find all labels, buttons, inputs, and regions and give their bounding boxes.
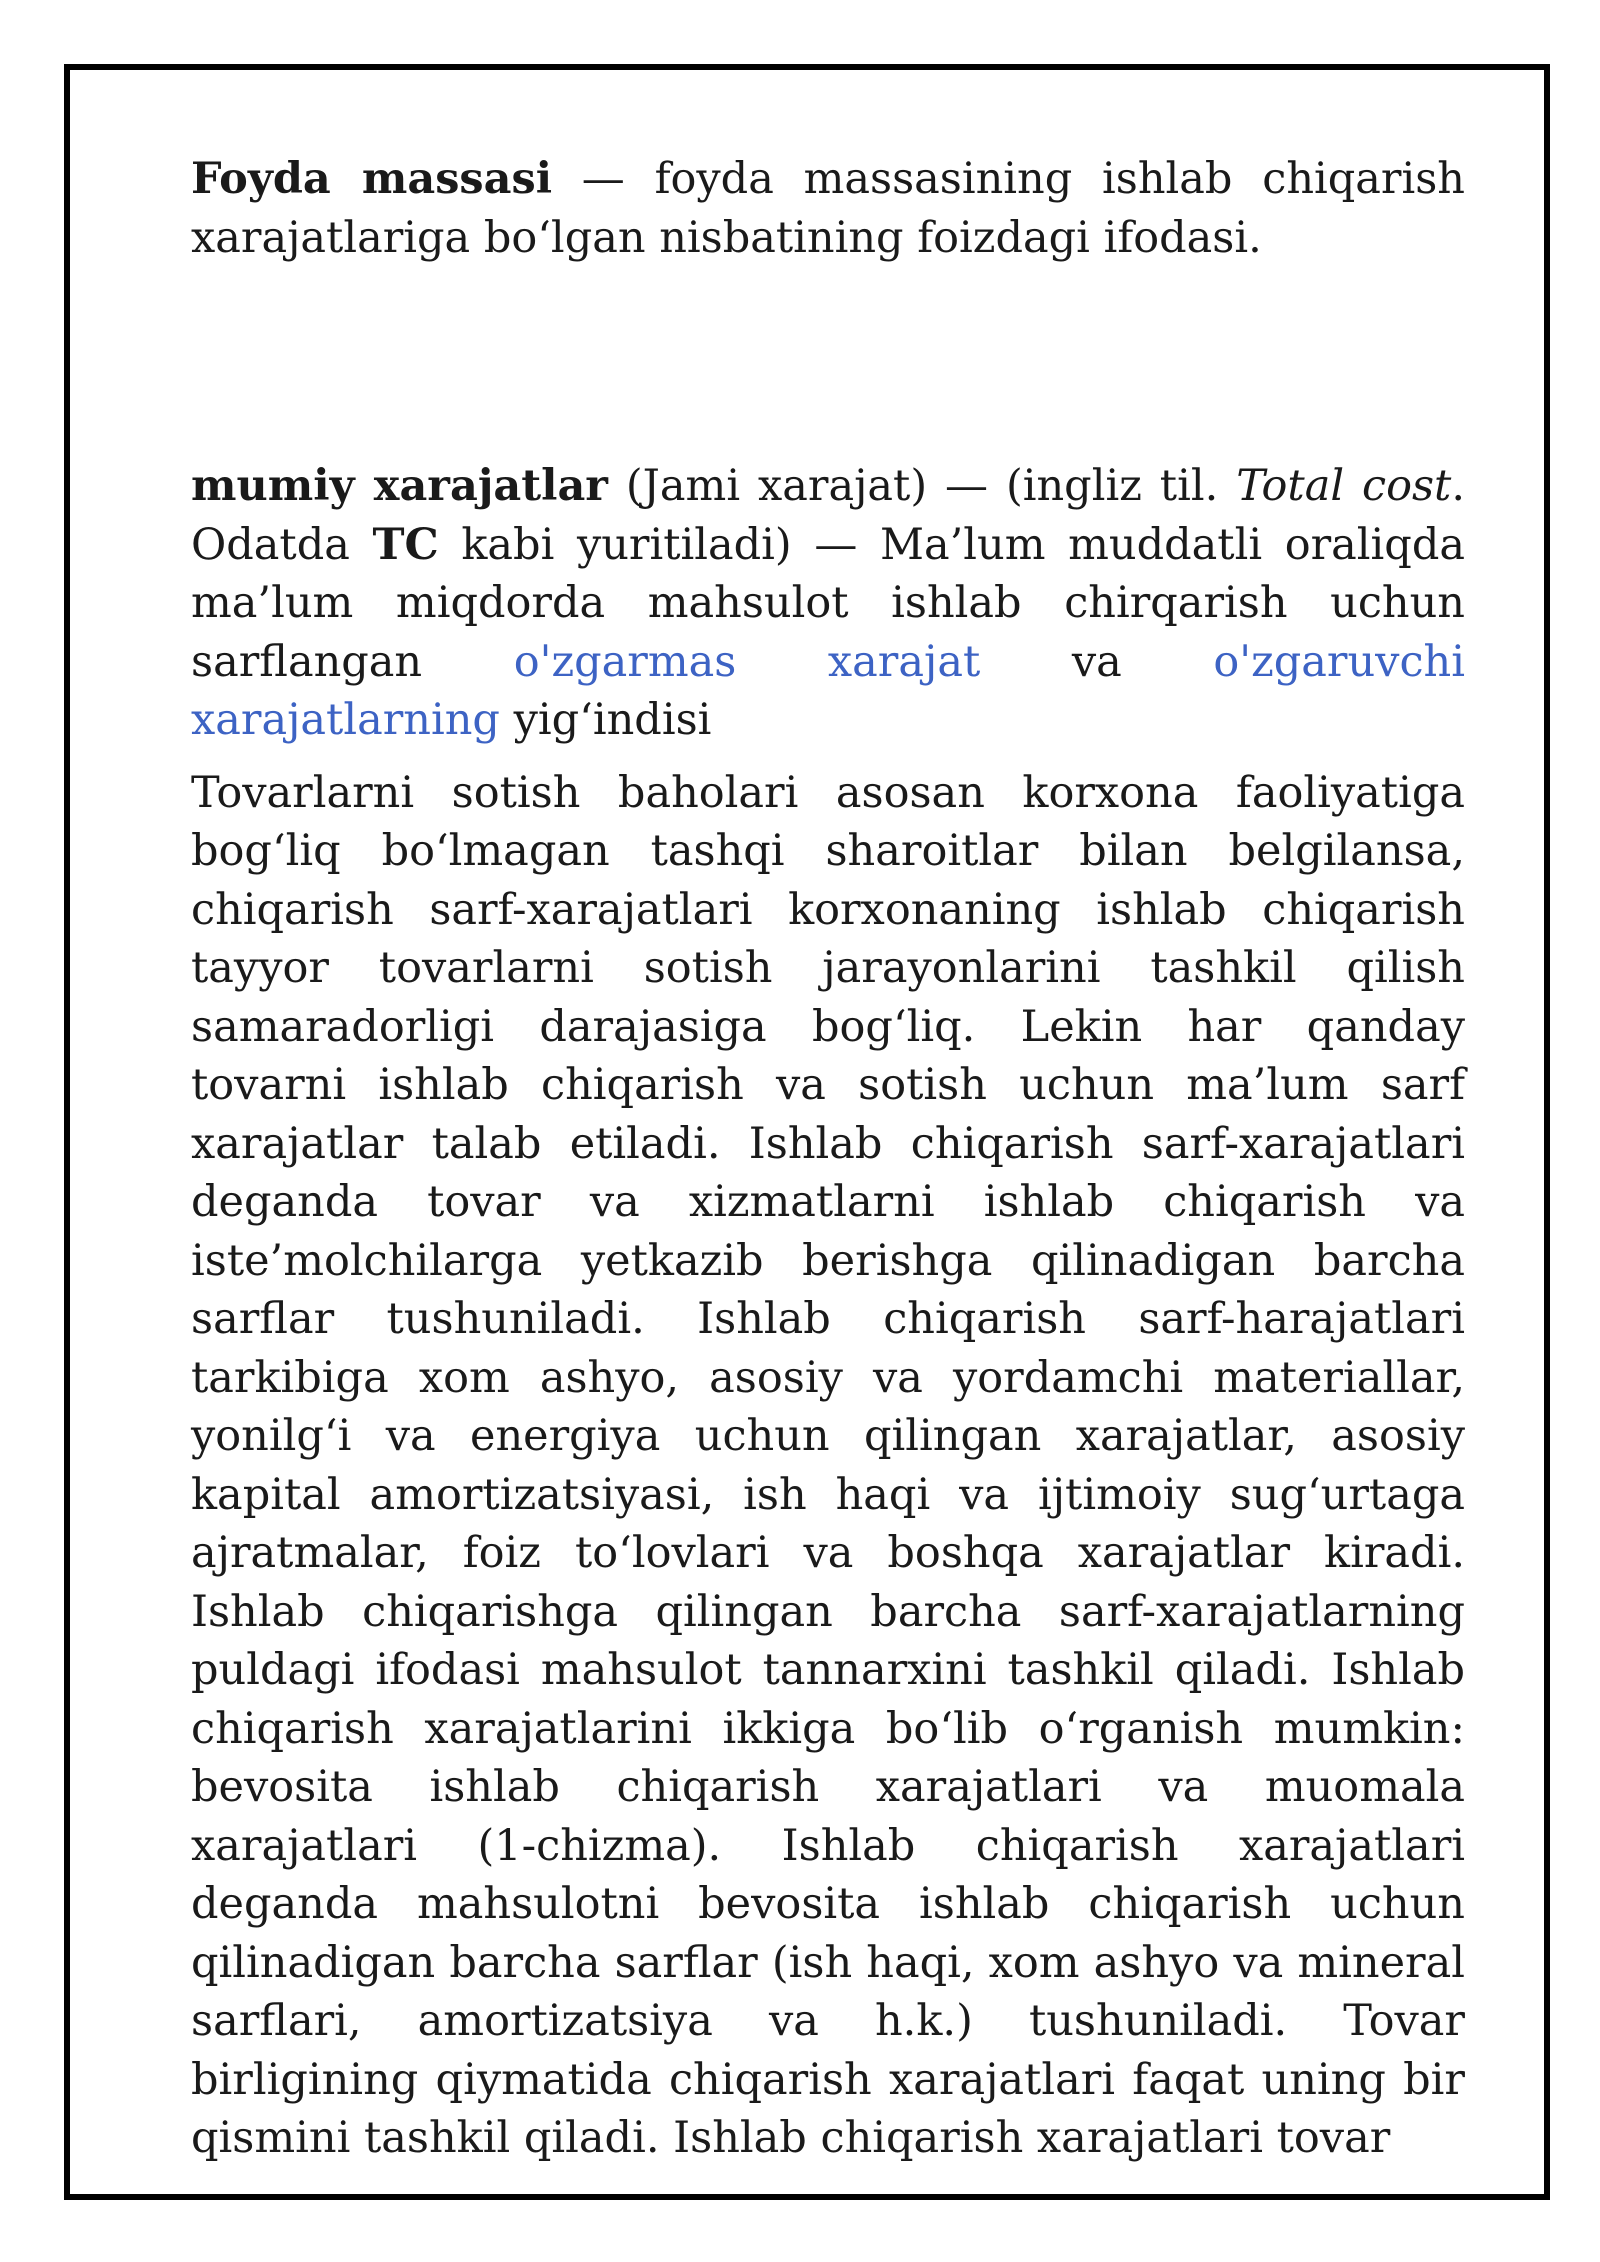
term-umumiy-xarajatlar: mumiy xarajatlar — [191, 461, 608, 511]
abbr-tc: TC — [372, 519, 439, 570]
body-paragraph: Tovarlarni sotish baholari asosan korxona faoliyatiga bog‘liq bo‘lmagan tashqi sharoitlar bilan belgilansa, chiqarish sarf-xarajatlari korxonaning ishlab chiqarish tayyor tovarlarni sotish jarayonlarini tashkil qilish samaradorligi darajasiga bog‘liq. Lekin har qanday tovarni ishlab chiqarish va sotish uchun ma’lum sarf xarajatlar talab etiladi. Ishlab chiqarish sarf-xarajatlari deganda tovar va xizmatlarni ishlab chiqarish va iste’molchilarga yetkazib berishga qilinadigan barcha sarflar tushuniladi. Ishlab chiqarish sarf-harajatlari tarkibiga xom ashyo, asosiy va yordamchi materiallar, yonilg‘i va energiya uchun qilingan xarajatlar, asosiy kapital amortizatsiyasi, ish haqi va ijtimoiy sug‘urtaga ajratmalar, foiz to‘lovlari va boshqa xarajatlar kiradi. Ishlab chiqarishga qilingan barcha sarf-xarajatlarning puldagi ifodasi mahsulot tannarxini tashkil qiladi. Ishlab chiqarish xarajatlarini ikkiga bo‘lib o‘rganish mumkin: bevosita ishlab chiqarish xarajatlari va muomala xarajatlari (1-chizma). Ishlab chiqarish xarajatlari deganda mahsulotni bevosita ishlab chiqarish uchun qilinadigan barcha sarflar (ish haqi, xom ashyo va mineral sarflari, amortizatsiya va h.k.) tushuniladi. Tovar birligining qiymatida chiqarish xarajatlari faqat uning bir qismini tashkil qiladi. Ishlab chiqarish xarajatlari tovar — [191, 767, 1465, 2163]
definition-text-3: kabi yuritiladi) — Ma’lum muddatli oraliqda ma’lum miqdorda mahsulot ishlab chirqarish uchun sarflangan — [191, 519, 1465, 687]
term-english: Total cost — [1236, 461, 1452, 511]
definition-umumiy-xarajatlar — [191, 457, 1465, 750]
definition-text-4: va — [980, 636, 1214, 687]
definition-text: — foyda massasining ishlab chiqarish xarajatlariga bo‘lgan nisbatining foizdagi ifodasi. — [191, 154, 1465, 263]
definition-text-5: yig‘indisi — [499, 695, 712, 745]
term-foyda-massasi: Foyda massasi — [191, 154, 553, 204]
link-ozgaruvchi-xarajatlar[interactable]: o'zgaruvchi xarajatlarning — [191, 636, 1466, 745]
definition-foyda-massasi — [191, 150, 1465, 267]
document-body — [191, 150, 1465, 2168]
link-ozgarmas-xarajat[interactable]: o'zgarmas xarajat — [513, 636, 981, 687]
definition-text-1: (Jami xarajat) — (ingliz til. — [607, 461, 1237, 511]
definition-text-2: . Odatda — [191, 461, 1466, 570]
